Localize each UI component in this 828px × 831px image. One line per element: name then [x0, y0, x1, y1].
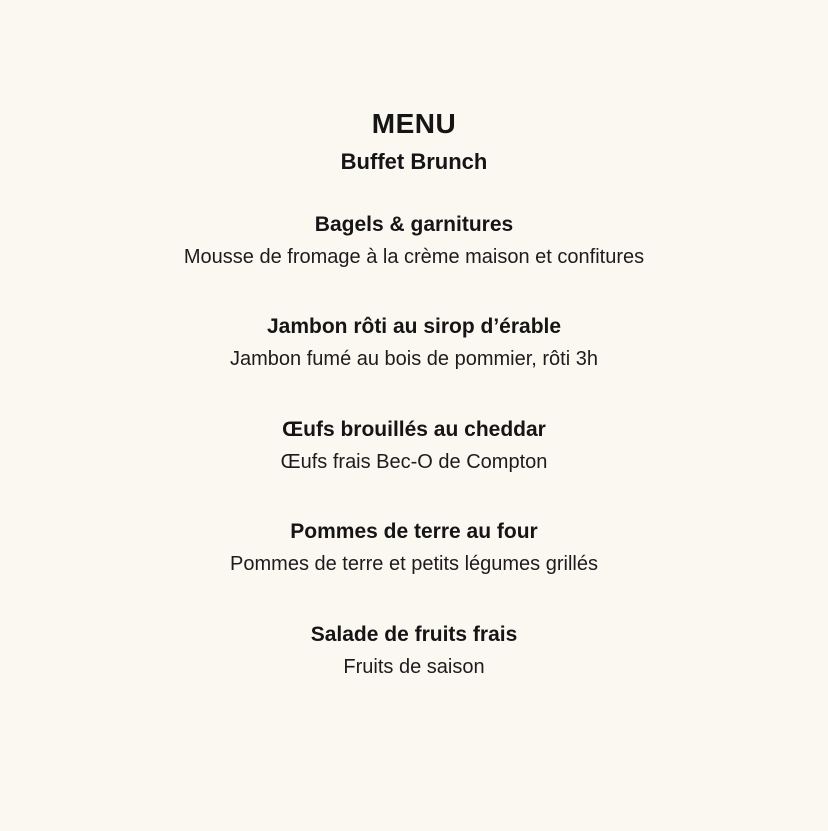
- menu-item-name: Jambon rôti au sirop d’érable: [266, 315, 562, 338]
- menu-item-description: Fruits de saison: [343, 656, 485, 678]
- menu-item: [0, 415, 828, 477]
- menu-title: MENU: [371, 108, 457, 139]
- menu-item-description: Œufs frais Bec-O de Compton: [280, 451, 548, 473]
- menu-item: [0, 312, 828, 374]
- menu-item: [0, 210, 828, 272]
- menu-subtitle: Buffet Brunch: [340, 149, 488, 174]
- menu-item-name: Salade de fruits frais: [310, 623, 518, 646]
- menu-item: [0, 517, 828, 579]
- menu-item-description: Pommes de terre et petits légumes grillés: [230, 553, 598, 575]
- menu-item-name: Pommes de terre au four: [290, 520, 538, 543]
- menu-item: [0, 620, 828, 682]
- menu-item-name: Bagels & garnitures: [314, 213, 514, 236]
- menu-item-description: Jambon fumé au bois de pommier, rôti 3h: [230, 348, 598, 370]
- menu-item-description: Mousse de fromage à la crème maison et confitures: [183, 246, 645, 268]
- menu-item-name: Œufs brouillés au cheddar: [282, 418, 546, 441]
